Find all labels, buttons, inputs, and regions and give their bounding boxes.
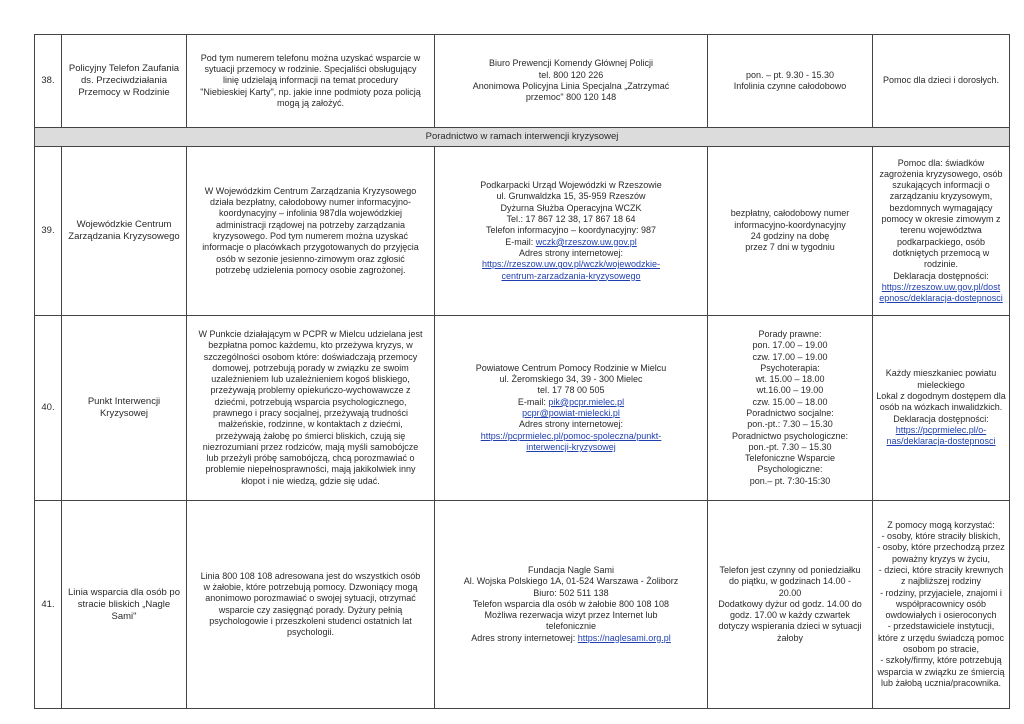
- description-line: sytuacji przemocy w rodzinie. Specjaliści obsługujący: [204, 64, 417, 75]
- contact-line-text: ul. Grunwaldzka 15, 35-959 Rzeszów: [496, 191, 646, 202]
- contact-line: [438, 633, 704, 644]
- target-line-text: rodzinie.: [923, 259, 959, 270]
- target-line-text: pomocy w okresie zimowym z: [881, 214, 1001, 225]
- target-line: [876, 282, 1006, 293]
- description-line: psychologowie i przeszkoleni studenci ostatnich lat: [209, 615, 412, 626]
- target-line: [876, 293, 1006, 304]
- target-line: [876, 621, 1006, 632]
- target-line: [876, 271, 1006, 282]
- contact-line-text: Dyżurna Służba Operacyjna WCZK: [500, 202, 642, 213]
- target-line: [876, 542, 1006, 553]
- organization-name: [62, 316, 187, 501]
- contact-line-text: przemoc" 800 120 148: [525, 92, 617, 103]
- description-line: szczególności osobom które: doświadczają przemocy: [203, 351, 418, 362]
- target-line-text: - dzieci, które straciły krewnych: [878, 564, 1004, 575]
- description-line: w żałobie, które potrzebują pomocy. Dzwoniący mogą: [203, 581, 418, 592]
- target-line-text: bezdomnych wymagający: [889, 202, 993, 213]
- contact-line: [438, 248, 704, 259]
- target-line: [876, 368, 1006, 379]
- target-line-text: Z pomocy mogą korzystać:: [887, 519, 995, 530]
- contact-line: [438, 237, 704, 248]
- contact-line-text: Fundacja Nagle Sami: [527, 564, 615, 575]
- organization-name-line: stracie bliskich „Nagle: [77, 598, 171, 610]
- description-line: przeżywają problemy opiekuńczo-wychowawcze z: [210, 385, 411, 396]
- target-line-text: Lokal z dogodnym dostępem dla: [876, 391, 1006, 402]
- hours-line: Psychologiczne:: [757, 464, 823, 475]
- hours-line: Telefoniczne Wsparcie: [744, 453, 836, 464]
- target-line-text: Pomoc dla: świadków: [897, 157, 985, 168]
- target-line-text: - szkoły/firmy, które potrzebują: [880, 655, 1002, 666]
- target-line-text: - osoby, które straciły bliskich,: [881, 531, 1001, 542]
- contact-line-text: E-mail:: [517, 396, 549, 407]
- target-line-text: wsparcia w związku ze śmiercią: [877, 666, 1005, 677]
- opening-hours: [708, 501, 873, 709]
- description-line: kłopot i nie wiedzą, gdzie się udać.: [241, 475, 380, 486]
- hours-line: Poradnictwo psychologiczne:: [731, 430, 849, 441]
- target-line-text: - osoby, które przechodzą przez: [877, 542, 1005, 553]
- target-line: [876, 75, 1006, 86]
- target-line-text: owdowiałych i osieroconych: [885, 610, 997, 621]
- hyperlink[interactable]: interwencji-kryzysowej: [526, 441, 616, 452]
- hours-line: 24 godziny na dobę: [750, 231, 830, 241]
- hours-line: wt.16.00 – 19.00: [756, 385, 824, 396]
- target-line-text: szukających informacji o: [892, 180, 990, 191]
- hours-line: informacyjno-koordynacyjny: [734, 219, 846, 230]
- contact-line: [438, 214, 704, 225]
- contact-line: [438, 397, 704, 408]
- contact-line-text: Adres strony internetowej:: [518, 247, 624, 258]
- hours-line: Psychoterapia:: [760, 362, 820, 373]
- description-line: W Wojewódzkim Centrum Zarządzania Kryzysowego: [204, 185, 417, 196]
- description-line: uzależnieniem lub uzależnieniem kogoś bliskiego,: [211, 374, 410, 385]
- contact-line-text: Telefon informacyjno – koordynacyjny: 987: [485, 225, 657, 236]
- section-header-row: [35, 128, 1010, 147]
- organization-name-line: Linia wsparcia dla osób po: [68, 586, 180, 598]
- description-line: lub przeżyli próbę samobójczą, chcą porozmawiać o: [206, 453, 415, 464]
- row-number: 40.: [35, 316, 62, 501]
- hours-line: czw. 15.00 – 18.00: [752, 396, 828, 407]
- target-line-text: które z urzędu świadczą pomoc: [877, 632, 1005, 643]
- hours-line: pon.-pt.: 7.30 – 15.30: [747, 419, 833, 430]
- target-line-text: współpracownicy osób: [895, 598, 987, 609]
- contact-details: [435, 316, 708, 501]
- description-line: przeżywają żałobę po śmierci bliskich, czują się: [215, 430, 406, 441]
- contact-line: [438, 259, 704, 270]
- description-line: niezrozumiani przez rodziców, mają myśli samobójcze: [202, 441, 419, 452]
- description-line: dziećmi, potrzebują wsparcia psychologicznego,: [214, 396, 407, 407]
- contact-line: [438, 271, 704, 282]
- target-line: [876, 248, 1006, 259]
- contact-line-text: ul. Żeromskiego 34, 39 - 300 Mielec: [499, 374, 643, 385]
- service-description: [187, 147, 435, 316]
- hours-line: Telefon jest czynny od poniedziałku: [719, 564, 861, 575]
- contact-line-text: tel. 800 120 226: [538, 69, 604, 80]
- target-line: [876, 436, 1006, 447]
- contact-line: [438, 408, 704, 419]
- hours-line: Porady prawne:: [758, 328, 822, 339]
- organization-name-line: Wojewódzkie Centrum: [76, 219, 172, 230]
- hours-line: wt. 15.00 – 18.00: [755, 374, 825, 385]
- contact-line: [438, 599, 704, 610]
- target-line: [876, 520, 1006, 531]
- hyperlink[interactable]: https://rzeszow.uw.gov.pl/wczk/wojewodzkie-: [482, 259, 660, 270]
- hours-line: Poradnictwo socjalne:: [746, 408, 834, 418]
- organization-name-line: Kryzysowej: [99, 408, 149, 419]
- contact-line: [438, 621, 704, 632]
- organization-name-line: Punkt Interwencji: [87, 396, 161, 407]
- opening-hours: [708, 147, 873, 316]
- hyperlink[interactable]: nas/deklaracja-dostepnosci: [886, 436, 996, 447]
- contact-line-text: Adres strony internetowej:: [518, 419, 624, 430]
- resource-table: [34, 34, 1010, 709]
- target-line-text: zagrożenia kryzysowego, osób: [879, 168, 1003, 179]
- target-group: [873, 501, 1010, 709]
- target-line: [876, 214, 1006, 225]
- hours-line: Infolinia czynne całodobowo: [733, 81, 847, 91]
- contact-line: [438, 92, 704, 103]
- service-description: [187, 316, 435, 501]
- contact-line-text: telefonicznie: [545, 621, 597, 632]
- organization-name-line: Zarządzania Kryzysowego: [68, 231, 180, 242]
- target-line-text: lub żałobą ucznia/pracownika.: [880, 677, 1002, 688]
- description-line: problemie niepełnosprawności, mają jakikolwiek inny: [205, 464, 416, 475]
- target-line: [876, 391, 1006, 402]
- target-line: [876, 678, 1006, 689]
- organization-name: [62, 147, 187, 316]
- description-line: linię udzielają informacji na temat procedury: [222, 75, 399, 86]
- hyperlink[interactable]: https://pcprmielec.pl/o-: [895, 424, 987, 435]
- organization-name-line: Sami": [111, 610, 137, 622]
- contact-line: [438, 576, 704, 587]
- description-line: Linia 800 108 108 adresowana jest do wszystkich osób: [200, 570, 421, 581]
- hyperlink[interactable]: epnosc/deklaracja-dostepnosci: [879, 293, 1003, 304]
- target-line-text: osób na wózkach inwalidzkich.: [879, 402, 1003, 413]
- contact-line-text: Biuro: 502 511 138: [533, 587, 609, 598]
- target-line: [876, 588, 1006, 599]
- contact-line-text: Al. Wojska Polskiego 1A, 01-524 Warszawa - Żoliborz: [463, 576, 679, 587]
- target-line: [876, 225, 1006, 236]
- target-line: [876, 425, 1006, 436]
- hours-line: pon. 17.00 – 19.00: [752, 340, 828, 351]
- target-line: [876, 667, 1006, 678]
- hours-line: żałoby: [776, 632, 803, 643]
- target-line-text: osobom po stracie,: [902, 644, 980, 655]
- target-line-text: Deklaracja dostępności:: [893, 270, 989, 281]
- target-line: [876, 380, 1006, 391]
- description-line: mogą ją założyć.: [276, 97, 345, 108]
- contact-details: [435, 35, 708, 128]
- organization-name-line: Policyjny Telefon Zaufania: [68, 63, 180, 74]
- description-line: kryzysowego. Pod tym numerem można uzyskać: [212, 231, 409, 241]
- target-line: [876, 158, 1006, 169]
- description-line: administracji rządowej na potrzeby zarządzania: [215, 219, 406, 230]
- contact-details: [435, 147, 708, 316]
- target-line: [876, 610, 1006, 621]
- target-line-text: poważny kryzys w życiu,: [891, 553, 991, 564]
- table-row: [35, 147, 1010, 316]
- hours-line: Dodatkowy dyżur od godz. 14.00 do: [718, 598, 862, 609]
- contact-line-text: Możliwa rezerwacja wizyt przez Internet lub: [484, 610, 658, 621]
- target-line: [876, 169, 1006, 180]
- description-line: małżeńskie, rodzinne, w kontaktach z dziećmi,: [218, 419, 403, 430]
- contact-line: [438, 225, 704, 236]
- opening-hours: [708, 35, 873, 128]
- target-line: [876, 644, 1006, 655]
- target-line: [876, 191, 1006, 202]
- contact-line: [438, 191, 704, 202]
- target-line: [876, 554, 1006, 565]
- contact-line-text: E-mail:: [505, 236, 536, 247]
- contact-line: [438, 81, 704, 92]
- target-line-text: Deklaracja dostępności:: [893, 413, 989, 424]
- organization-name-line: ds. Przeciwdziałania: [80, 75, 168, 86]
- target-line: [876, 414, 1006, 425]
- target-line: [876, 259, 1006, 270]
- description-line: prawnego i pracy socjalnej, przeżywają trudności: [212, 408, 409, 418]
- contact-line: [438, 374, 704, 385]
- contact-line: [438, 610, 704, 621]
- target-line-text: Pomoc dla dzieci i dorosłych.: [882, 75, 1000, 86]
- row-number: 41.: [35, 501, 62, 709]
- target-line-text: terenu województwa: [900, 225, 982, 236]
- contact-line-text: Adres strony internetowej:: [471, 632, 578, 643]
- target-line-text: mieleckiego: [917, 379, 965, 390]
- hyperlink[interactable]: https://naglesami.org.pl: [577, 632, 671, 643]
- contact-line: [438, 442, 704, 453]
- hours-line: pon.– pt. 7:30-15:30: [749, 475, 831, 486]
- description-line: osób w sezonie jesienno-zimowym oraz zgłosić: [216, 253, 405, 264]
- description-line: "Niebieskiej Karty", np. jakie inne podmioty poza policją: [200, 86, 421, 97]
- table-row: [35, 35, 1010, 128]
- contact-line-text: Anonimowa Policyjna Linia Specjalna „Zatrzymać: [472, 81, 670, 91]
- target-line: [876, 402, 1006, 413]
- hours-line: pon. – pt. 9.30 - 15.30: [745, 69, 835, 80]
- description-line: działa bezpłatny, całodobowy numer informacyjno-: [210, 197, 411, 208]
- description-line: psychologii.: [286, 627, 335, 638]
- hours-line: pon.-pt. 7.30 – 15.30: [748, 441, 832, 452]
- organization-name: [62, 35, 187, 128]
- description-line: potrzebę udzielenia pomocy osobie zagrożonej.: [215, 264, 406, 275]
- target-line: [876, 633, 1006, 644]
- contact-line: [438, 58, 704, 69]
- contact-line: [438, 70, 704, 81]
- hyperlink[interactable]: pik@pcpr.mielec.pl: [548, 396, 625, 407]
- description-line: Pod tym numerem telefonu można uzyskać wsparcie w: [200, 52, 421, 63]
- description-line: wsparcie czy zasięgnąć porady. Dyżury pełnią: [218, 604, 403, 615]
- hours-line: przez 7 dni w tygodniu: [745, 242, 835, 253]
- hyperlink[interactable]: wczk@rzeszow.uw.gov.pl: [535, 236, 637, 247]
- hours-line: do piątku, w godzinach 14.00 -: [728, 576, 852, 587]
- hours-line: godz. 17.00 w każdy czwartek: [729, 610, 851, 621]
- service-description: [187, 501, 435, 709]
- contact-line: [438, 385, 704, 396]
- description-line: informacje o placówkach przygotowanych do przyjęcia: [202, 242, 419, 253]
- contact-line: [438, 203, 704, 214]
- row-number: 39.: [35, 147, 62, 316]
- target-line-text: - przedstawiciele instytucji,: [887, 621, 995, 632]
- contact-line: [438, 180, 704, 191]
- contact-line-text: Biuro Prewencji Komendy Głównej Policji: [488, 58, 654, 69]
- description-line: anonimowo porozmawiać o swojej sytuacji, otrzymać: [205, 593, 416, 604]
- contact-line: [438, 588, 704, 599]
- target-group: [873, 147, 1010, 316]
- contact-line: [438, 419, 704, 430]
- contact-line-text: Powiatowe Centrum Pomocy Rodzinie w Mielcu: [475, 362, 667, 373]
- target-line-text: zarządzaniu kryzysowym,: [889, 191, 993, 202]
- target-group: [873, 35, 1010, 128]
- hyperlink[interactable]: centrum-zarzadzania-kryzysowego: [501, 270, 641, 281]
- description-line: W Punkcie działającym w PCPR w Mielcu udzielana jest: [198, 328, 423, 339]
- contact-line-text: Tel.: 17 867 12 38, 17 867 18 64: [506, 214, 636, 225]
- target-line-text: z najbliższej rodziny: [900, 576, 982, 587]
- target-line: [876, 576, 1006, 587]
- contact-line: [438, 363, 704, 374]
- service-description: [187, 35, 435, 128]
- table-row: [35, 501, 1010, 709]
- target-line: [876, 531, 1006, 542]
- contact-line-text: Podkarpacki Urząd Wojewódzki w Rzeszowie: [480, 180, 662, 191]
- table-row: [35, 316, 1010, 501]
- target-line: [876, 565, 1006, 576]
- description-line: bezpłatna pomoc każdemu, kto przeżywa kryzys, w: [208, 340, 413, 351]
- target-line-text: Każdy mieszkaniec powiatu: [885, 368, 997, 379]
- description-line: domowej, potrzebują porady w związku ze swoim: [212, 362, 409, 373]
- row-number: 38.: [35, 35, 62, 128]
- target-group: [873, 316, 1010, 501]
- hours-line: dotyczy wspierania dzieci w sytuacji: [718, 621, 862, 632]
- contact-line-text: tel. 17 78 00 505: [537, 385, 605, 396]
- target-line-text: - rodziny, przyjaciele, znajomi i: [880, 587, 1002, 598]
- target-line: [876, 599, 1006, 610]
- target-line-text: dotkniętych przemocą w: [892, 247, 990, 258]
- opening-hours: [708, 316, 873, 501]
- contact-details: [435, 501, 708, 709]
- organization-name-line: Przemocy w Rodzinie: [78, 87, 170, 98]
- section-header: Poradnictwo w ramach interwencji kryzysowej: [35, 128, 1010, 147]
- contact-line: [438, 565, 704, 576]
- target-line: [876, 655, 1006, 666]
- contact-line: [438, 431, 704, 442]
- target-line-text: podkarpackiego, osób: [896, 236, 986, 247]
- hyperlink[interactable]: pcpr@powiat-mielecki.pl: [522, 408, 620, 418]
- hours-line: czw. 17.00 – 19.00: [752, 351, 828, 362]
- target-line: [876, 203, 1006, 214]
- target-line: [876, 237, 1006, 248]
- hours-line: bezpłatny, całodobowy numer: [730, 208, 850, 219]
- hours-line: 20.00: [778, 587, 802, 598]
- hyperlink[interactable]: https://rzeszow.uw.gov.pl/dost: [881, 281, 1001, 292]
- description-line: koordynacyjny – infolinia 987dla wojewódzkiej: [218, 208, 403, 219]
- organization-name: [62, 501, 187, 709]
- target-line: [876, 180, 1006, 191]
- hyperlink[interactable]: https://pcprmielec.pl/pomoc-spoleczna/punkt-: [480, 430, 662, 441]
- contact-line-text: Telefon wsparcia dla osób w żałobie 800 108 108: [472, 598, 670, 609]
